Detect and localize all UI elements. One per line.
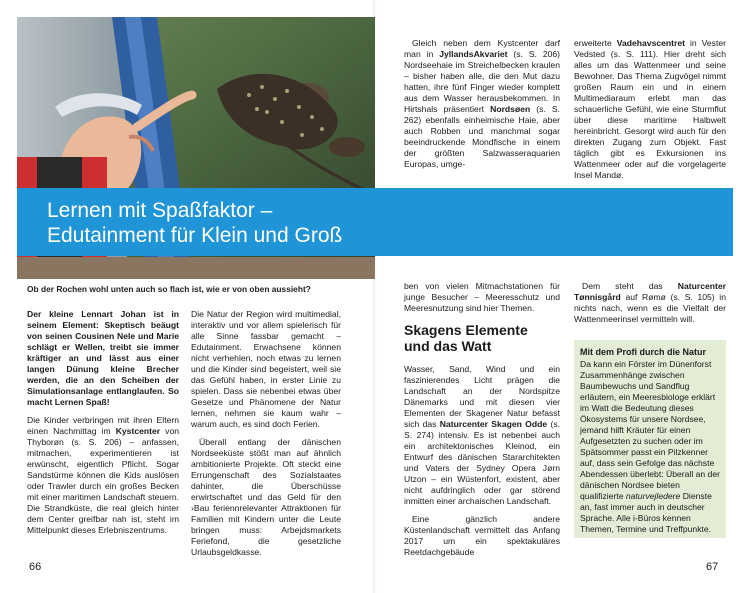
- right-column-1-bottom: [404, 281, 560, 565]
- left-column-1: [27, 309, 179, 543]
- paragraph: ben von vielen Mitmachstationen für junge Besucher – Meeresschutz und Meeresnutzung sind hier Themen.: [404, 281, 560, 313]
- left-column-2: [191, 309, 341, 565]
- paragraph: [574, 38, 726, 181]
- photo-caption: Ob der Rochen wohl unten auch so flach ist, wie er von oben aussieht?: [27, 284, 311, 294]
- right-column-1-top: [404, 38, 560, 177]
- text: (s. S. 206) Nordseehaie im Streichelbecken kraulen – bisher haben alle, die den Mut dazu hatten, ihre fünf Finger wieder komplett aus dem Wasser herausbekommen. In Hirtshals präsentiert: [404, 49, 561, 114]
- place-name: Kystcenter: [115, 426, 161, 436]
- section-heading: [404, 322, 560, 354]
- paragraph: Überall entlang der dänischen Nordseeküste stößt man auf ähnlich ambitionierte Projekte. Oft steckt eine Errungenschaft des Sozialstaates dahinter, die Überschüsse erwirtschaftet und das Geld für den ›Bau feriennrelevanter Attraktionen für Familien mit Kindern unter die Leute bringen muss: Arbejdsmarkets Feriefond, die gesetzliche Urlaubsgeldkasse.: [191, 437, 341, 557]
- paragraph: [27, 415, 179, 536]
- text: Wasser, Sand, Wind und ein faszinierendes Licht prägen die Landschaft an der Nordspitze Dänemarks und mit diesen vier Elementen der Skagener Natur befasst sich das: [404, 364, 560, 429]
- paragraph: [574, 281, 726, 325]
- info-box: [574, 340, 726, 538]
- right-column-2-top: [574, 38, 726, 188]
- emphasis: naturvejledere: [625, 491, 681, 501]
- paragraph: [404, 364, 560, 507]
- page-number-left: 66: [29, 561, 42, 573]
- text: von Thyborøn (s. S. 206) – anfassen, mitmachen, experimentieren ist erwünscht, eigentlich Pflicht. Sogar Sandstürme können die Kids auslösen oder Trawler durch ein großes Becken mit einer maritimen Landschaft steuern. Die Strandküste, die real gleich hinter dem Center greifbar nah ist, steht im Mittelpunkt dieses Erlebniszentrums.: [27, 426, 180, 535]
- text: auf Rømø (s. S. 105) in nichts nach, wenn es die Vielfalt der Wattenmeerinsel vermitteln will.: [574, 292, 726, 324]
- heading-line-1: Skagens Elemente: [404, 322, 528, 338]
- right-column-2-bottom: [574, 281, 726, 332]
- paragraph: Eine gänzlich andere Küstenlandschaft vermittelt das Anfang 2017 um ein spektakuläres Reetdachgebäude: [404, 514, 560, 557]
- paragraph: Die Natur der Region wird multimedial, interaktiv und vor allem spielerisch für alle Sinne fassbar gemacht – Edutainment. Erwachsene können nicht verhehlen, noch etwas zu lernen und die Kinder sind begeistert, weil sie das Gefühl haben, in erster Linie zu spielen. Dass sie nebenbei etwas über Gesetze und Phänomene der Natur lernen, nehmen sie kaum wahr – warum auch, es sind doch Ferien.: [191, 309, 341, 429]
- text: Dienste an, fast immer auch in deutscher Sprache. Alle i-Büros kennen Themen, Termine und Treffpunkte.: [580, 491, 712, 534]
- text: (s. S. 274) intensiv. Es ist nebenbei auch ein architektonisches Kleinod, ein Entwurf des dänischen Stararchitekten und Vaters der Sydney Opera Jørn Utzon – ein Wüstenfort, existent, aber nicht aufdringlich oder gar störend inmitten einer archaischen Landschaft.: [404, 419, 561, 506]
- heading-line-2: und das Watt: [404, 338, 492, 354]
- title-line-1: Lernen mit Spaßfaktor –: [47, 199, 273, 222]
- text: (s. S. 262) ebenfalls einheimische Haie, aber auch Robben und manchmal sogar beeindruckende Mondfische in einem der größten Salzwasseraquarien Europas, umge-: [404, 104, 560, 169]
- info-box-title: Mit dem Profi durch die Natur: [580, 347, 707, 357]
- text: in Vester Vedsted (s. S. 111). Hier dreht sich alles um das Wattenmeer und seine Bewohner. Das Thema Zugvögel nimmt großen Raum ein und in einem Multimediaraum erlebt man das schauerliche Gefühl, wie eine Sturmflut über diese maritime Halbwelt hereinbricht. Gesorgt wird auch für den direkten Zugang zum Objekt. Fast täglich gibt es Exkursionen ins Wattenmeer oder auf die vorgelagerte Insel Mandø.: [574, 38, 726, 180]
- place-name: JyllandsAkvariet: [439, 49, 508, 59]
- paragraph: [404, 38, 560, 170]
- place-name: Naturcenter Tønnisgård: [574, 281, 727, 302]
- text: Dem steht das: [582, 281, 663, 291]
- lead-paragraph: Der kleine Lennart Johan ist in seinem Element: Skeptisch beäugt von seinen Cousinen Nele und Marie schlägt er Wellen, treibt sie immer kräftiger an und lässt aus einer langen Dünung kleine Brecher werden, die an den Scheiben der Simulationsanlage entlanglaufen. So macht Lernen Spaß!: [27, 309, 179, 407]
- title-line-2: Edutainment für Klein und Groß: [47, 224, 343, 247]
- info-box-text: [580, 359, 720, 535]
- title-banner: [17, 188, 733, 256]
- text: Da kann ein Förster im Dünenforst Zusammenhänge zwischen Baumbewuchs und Sandflug erläutern, ein Meeresbiologe erklärt im Watt die Bedeutung dieses Ökosystems für unsere Nordsee, jemand hilft Kräuter für einen Aufgesetzten zu suchen oder im Spätsommer passt ein Pilzkenner auf, dass sein Gefolge das nächste Abendessen überlebt: Überall an der dänischen Nordsee bieten qualifizierte: [580, 359, 720, 501]
- place-name: Naturcenter Skagen Odde: [439, 419, 548, 429]
- text: Gleich neben dem Kystcenter darf man in: [404, 38, 560, 59]
- text: Die Kinder verbringen mit ihren Eltern einen Nachmittag im: [27, 415, 179, 436]
- page-number-right: 67: [706, 561, 719, 573]
- text: erweiterte: [574, 38, 612, 48]
- page-title: [47, 198, 707, 248]
- place-name: Nordsøen: [490, 104, 531, 114]
- place-name: Vadehavscentret: [616, 38, 686, 48]
